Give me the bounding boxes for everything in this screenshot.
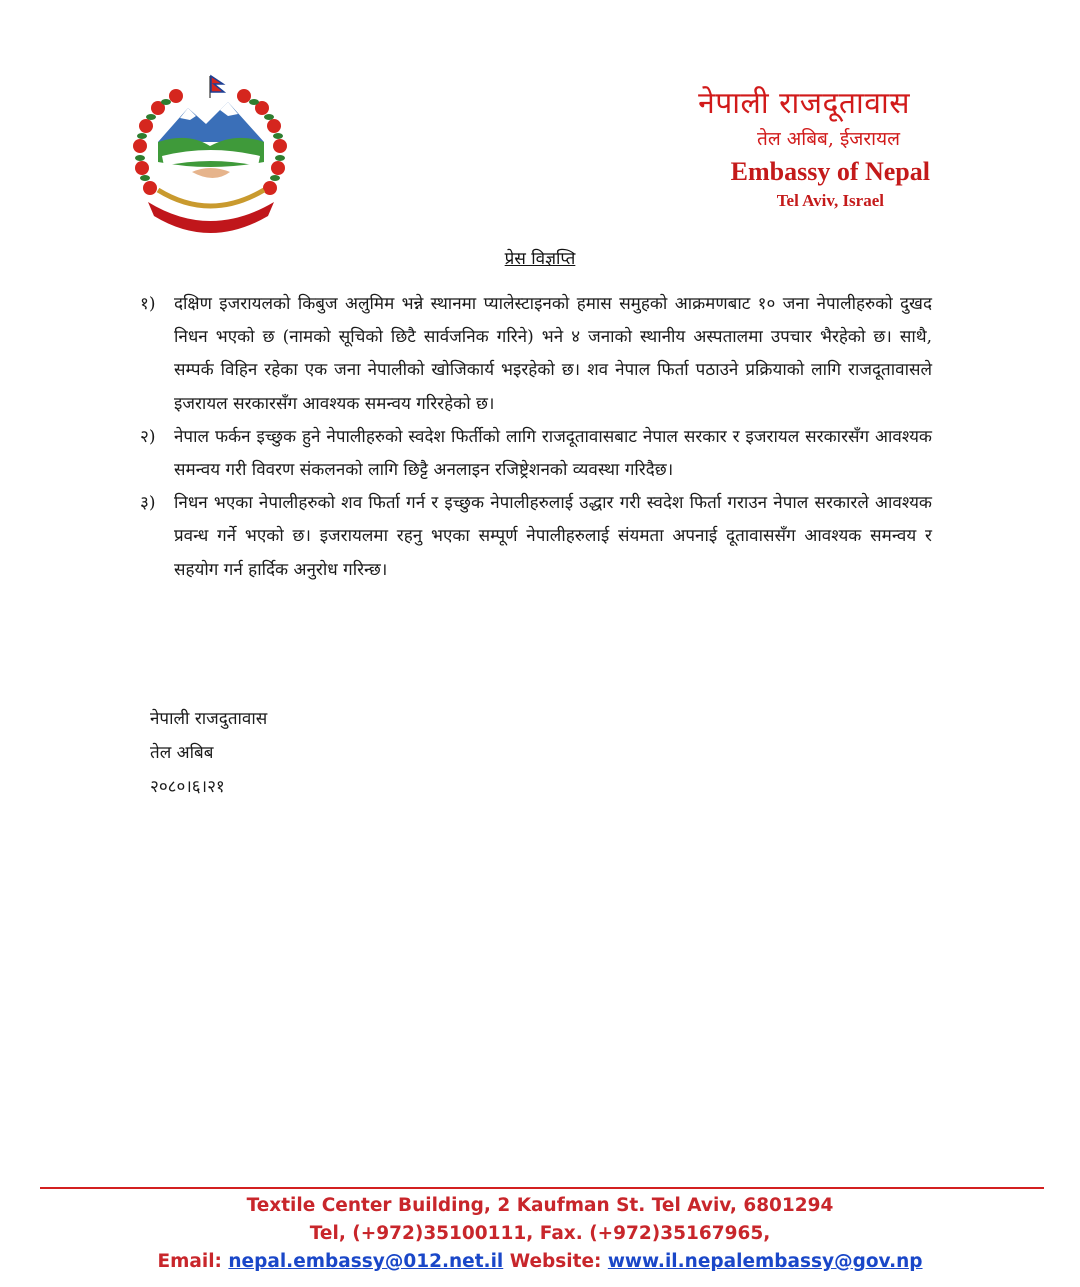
email-link[interactable]: nepal.embassy@012.net.il	[228, 1251, 504, 1272]
point-number: २)	[140, 426, 156, 447]
footer-divider	[40, 1187, 1044, 1189]
signature-org: नेपाली राजदुतावास	[150, 709, 268, 729]
signature-city: तेल अबिब	[150, 743, 214, 763]
footer-contact	[0, 1248, 1080, 1276]
embassy-name-english: Embassy of Nepal	[730, 157, 930, 186]
embassy-city-english: Tel Aviv, Israel	[776, 191, 884, 210]
point-text: दक्षिण इजरायलको किबुज अलुमिम भन्ने स्थानमा प्यालेस्टाइनको हमास समुहको आक्रमणबाट १० जना नेपालीहरुको दुखद निधन भएको छ (नामको सूचिको छिटै सार्वजनिक गरिने) भने ४ जनाको स्थानीय अस्पतालमा उपचार भैरहेको छ। साथै, सम्पर्क विहिन रहेका एक जना नेपालीको खोजिकार्य भइरहेको छ। शव नेपाल फिर्ता पठाउने प्रक्रियाको लागि राजदूतावासले इजरायल सरकारसँग आवश्यक समन्वय गरिरहेको छ।	[174, 294, 932, 414]
point-2	[140, 421, 932, 487]
footer-phone: Tel, (+972)35100111, Fax. (+972)35167965,	[309, 1223, 771, 1244]
email-label: Email:	[157, 1251, 229, 1272]
point-number: ३)	[140, 493, 156, 514]
website-link[interactable]: www.il.nepalembassy@gov.np	[607, 1251, 923, 1272]
letterhead	[698, 84, 930, 212]
nepal-emblem-icon	[118, 72, 308, 242]
point-text: नेपाल फर्कन इच्छुक हुने नेपालीहरुको स्वदेश फिर्तीको लागि राजदूतावासबाट नेपाल सरकार र इजरायल सरकारसँग आवश्यक समन्वय गरी विवरण संकलनको लागि छिट्टै अनलाइन रजिष्ट्रेशनको व्यवस्था गरिदैछ।	[174, 426, 932, 481]
point-3	[140, 487, 932, 587]
press-release-points	[140, 288, 932, 587]
point-number: १)	[140, 294, 156, 314]
website-label: Website:	[503, 1251, 608, 1272]
embassy-city-nepali: तेल अबिब, ईजरायल	[757, 128, 900, 150]
document-subject	[0, 246, 1080, 269]
point-text: निधन भएका नेपालीहरुको शव फिर्ता गर्न र इच्छुक नेपालीहरुलाई उद्धार गरी स्वदेश फिर्ता गराउन नेपाल सरकारले आवश्यक प्रवन्ध गर्ने भएको छ। इजरायलमा रहनु भएका सम्पूर्ण नेपालीहरुलाई संयमता अपनाई दूतावाससँग आवश्यक समन्वय र सहयोग गर्न हार्दिक अनुरोध गरिन्छ।	[174, 493, 932, 580]
signature-date: २०८०।६।२१	[150, 777, 225, 797]
point-1	[140, 288, 932, 421]
footer-address: Textile Center Building, 2 Kaufman St. Tel Aviv, 6801294	[246, 1195, 834, 1216]
footer	[0, 1192, 1080, 1276]
signature-block	[150, 702, 267, 804]
embassy-name-nepali: नेपाली राजदूतावास	[698, 86, 910, 121]
subject-text: प्रेस विज्ञप्ति	[504, 249, 576, 269]
